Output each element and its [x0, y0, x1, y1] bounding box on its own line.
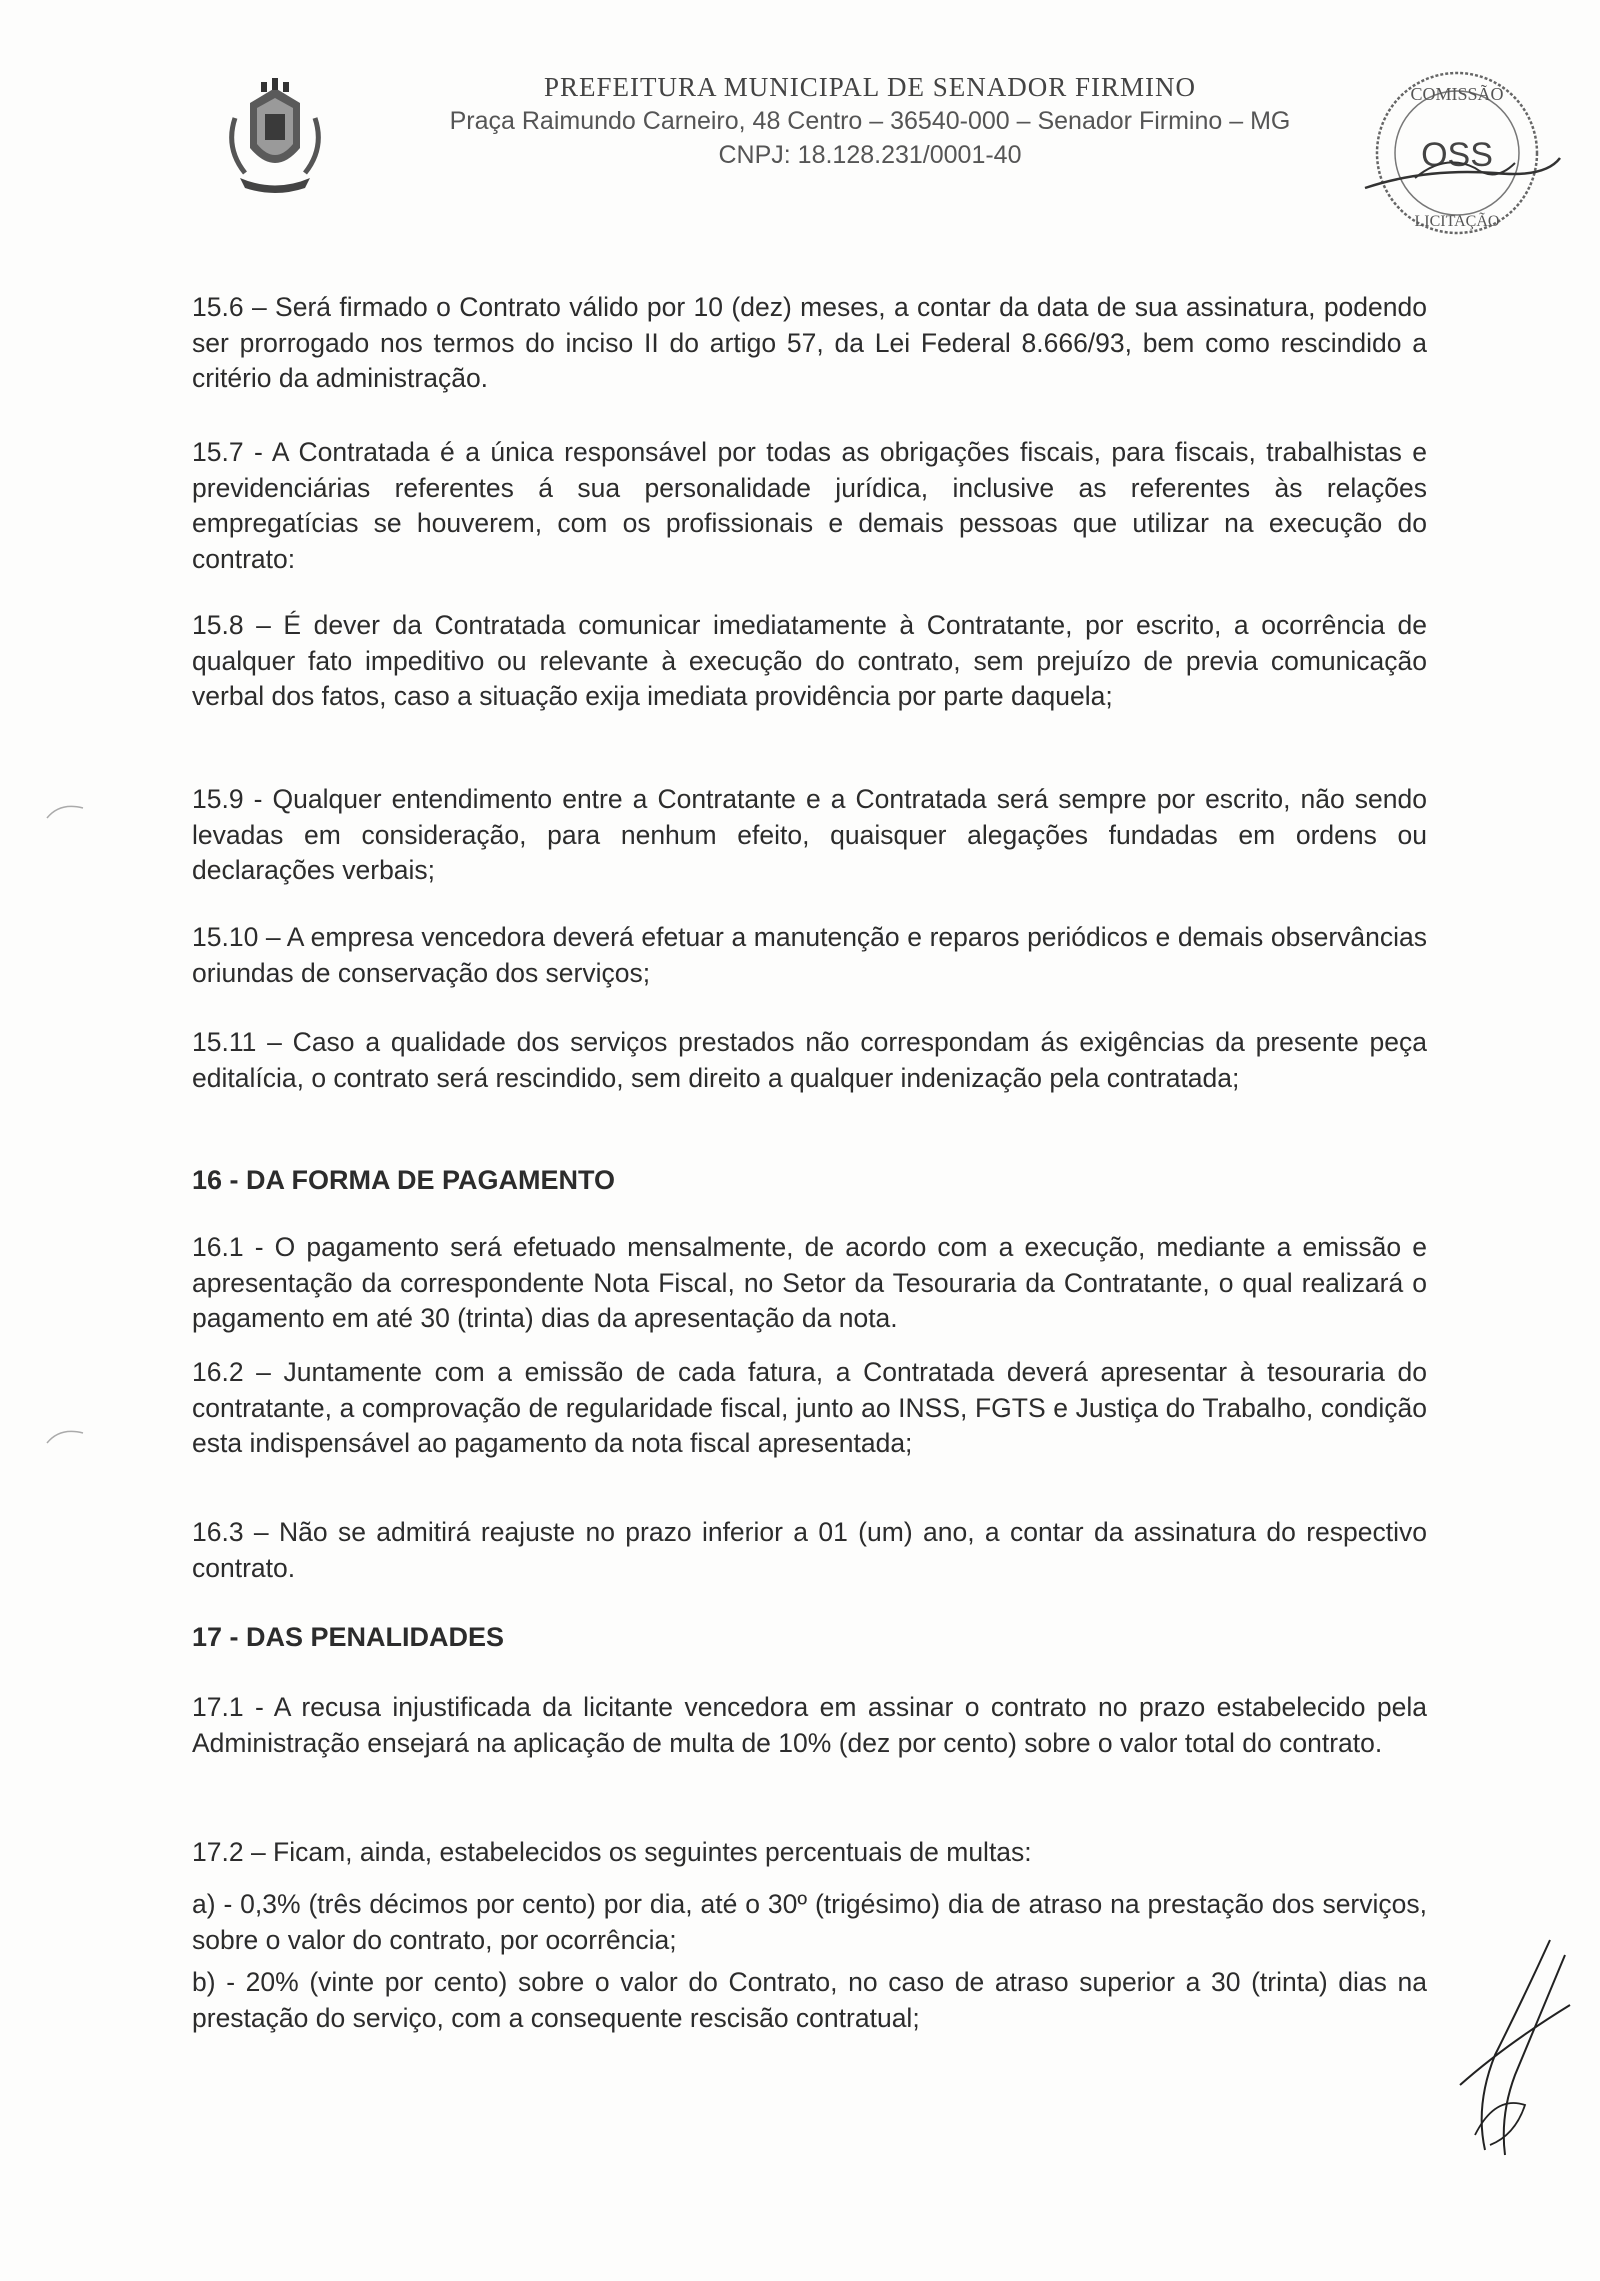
clause-17-2-b: b) - 20% (vinte por cento) sobre o valor do Contrato, no caso de atraso superior a 30 (trinta) dias na prestação do serviço, com a consequente rescisão contratual; — [192, 1967, 1427, 2033]
letterhead-text — [380, 70, 1360, 172]
municipality-name: PREFEITURA MUNICIPAL DE SENADOR FIRMINO — [543, 72, 1197, 102]
clause-17-1: 17.1 - A recusa injustificada da licitante vencedora em assinar o contrato no prazo estabelecido pela Administração ensejará na aplicação de multa de 10% (dez por cento) sobre o valor total do contrato. — [192, 1692, 1427, 1758]
stamp-top-text: COMISSÃO — [1410, 84, 1504, 104]
municipality-address: Praça Raimundo Carneiro, 48 Centro – 36540-000 – Senador Firmino – MG — [449, 107, 1291, 135]
clause-15-11: 15.11 – Caso a qualidade dos serviços prestados não correspondam ás exigências da presente peça editalícia, o contrato será rescindido, sem direito a qualquer indenização pela contratada; — [192, 1027, 1427, 1093]
section-17-heading: 17 - DAS PENALIDADES — [192, 1622, 505, 1652]
clause-16-3: 16.3 – Não se admitirá reajuste no prazo inferior a 01 (um) ano, a contar da assinatura do respectivo contrato. — [192, 1517, 1427, 1583]
clause-15-7: 15.7 - A Contratada é a única responsável por todas as obrigações fiscais, para fiscais, trabalhistas e previdenciárias referentes á sua personalidade jurídica, inclusive as referentes às relações empregatícias se houverem, com os profissionais e demais pessoas que utilizar na execução do contrato: — [192, 437, 1427, 574]
clause-15-10: 15.10 – A empresa vencedora deverá efetuar a manutenção e reparos periódicos e demais observâncias oriundas de conservação dos serviços; — [192, 922, 1427, 988]
municipal-crest-icon — [215, 78, 335, 198]
clause-17-2: 17.2 – Ficam, ainda, estabelecidos os seguintes percentuais de multas: — [192, 1837, 1032, 1867]
stamp-center-text: OSS — [1421, 136, 1493, 174]
clause-15-9: 15.9 - Qualquer entendimento entre a Contratante e a Contratada será sempre por escrito, não sendo levadas em consideração, para nenhum efeito, quaisquer alegações fundadas em ordens ou declarações verbais; — [192, 784, 1427, 885]
clause-15-8: 15.8 – É dever da Contratada comunicar imediatamente à Contratante, por escrito, a ocorrência de qualquer fato impeditivo ou relevante à execução do contrato, sem prejuízo de previa comunicação verbal dos fatos, caso a situação exija imediata providência por parte daquela; — [192, 610, 1427, 711]
clause-15-6: 15.6 – Será firmado o Contrato válido por 10 (dez) meses, a contar da data de sua assinatura, podendo ser prorrogado nos termos do inciso II do artigo 57, da Lei Federal 8.666/93, bem como rescindido a critério da administração. — [192, 292, 1427, 393]
commission-stamp — [1345, 58, 1570, 248]
municipality-cnpj: CNPJ: 18.128.231/0001-40 — [718, 141, 1022, 169]
clause-16-1: 16.1 - O pagamento será efetuado mensalmente, de acordo com a execução, mediante a emissão e apresentação da correspondente Nota Fiscal, no Setor da Tesouraria da Contratante, o qual realizará o pagamento em até 30 (trinta) dias da apresentação da nota. — [192, 1232, 1427, 1333]
clause-16-2: 16.2 – Juntamente com a emissão de cada fatura, a Contratada deverá apresentar à tesouraria do contratante, a comprovação de regularidade fiscal, junto ao INSS, FGTS e Justiça do Trabalho, condição esta indispensável ao pagamento da nota fiscal apresentada; — [192, 1357, 1427, 1458]
section-16-heading: 16 - DA FORMA DE PAGAMENTO — [192, 1165, 616, 1195]
margin-mark — [45, 800, 85, 820]
clause-17-2-a: a) - 0,3% (três décimos por cento) por dia, até o 30º (trigésimo) dia de atraso na prestação dos serviços, sobre o valor do contrato, por ocorrência; — [192, 1889, 1427, 1955]
signature-initials — [1455, 1935, 1575, 2165]
letterhead — [0, 0, 1600, 230]
stamp-bottom-text: LICITAÇÃO — [1414, 213, 1500, 230]
margin-mark — [45, 1425, 85, 1445]
